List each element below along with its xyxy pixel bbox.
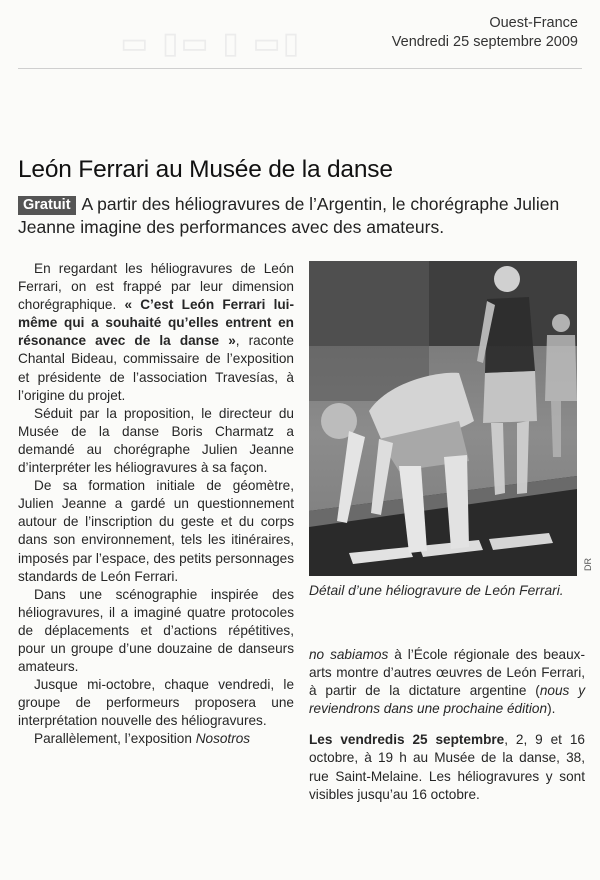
newspaper-name: Ouest-France xyxy=(489,15,578,31)
paragraph-text: ). xyxy=(547,701,556,717)
photo-caption: Détail d’une héliogravure de León Ferrari. xyxy=(309,583,564,598)
top-divider xyxy=(18,68,582,69)
exhibition-title: Nosotros xyxy=(195,731,251,747)
exhibition-title: no sabiamos xyxy=(309,647,389,662)
photo-credit: DR xyxy=(583,558,593,571)
masthead-watermark: ▭ ▯▭ ▯ ▭▯ xyxy=(120,26,302,61)
paragraph-text: En regardant les héliogravures de León Ferrari, on est frappé par leur dimension chorégraphique. xyxy=(18,261,294,313)
source-info xyxy=(392,14,578,52)
agenda-text: , 2, 9 et 16 octobre, à 19 h au Musée de la danse, 38, rue Saint-Melaine. Les héliogravures y sont visibles jusqu’au 16 octobre. xyxy=(309,732,585,802)
agenda-paragraph xyxy=(309,731,585,803)
paragraph: Dans une scénographie inspirée des héliogravures, il a imaginé quatre protocoles de déplacements et d’actions répétitives, pour un groupe d’une douzaine de danseurs amateurs. xyxy=(18,586,294,675)
paragraph-text: Parallèlement, l’exposition xyxy=(34,731,196,747)
column-left xyxy=(18,260,294,749)
dancers-photo-illustration xyxy=(309,261,577,576)
paragraph: Jusque mi-octobre, chaque vendredi, le groupe de performeurs proposera une interprétation nouvelle des héliogravures. xyxy=(18,677,294,729)
paragraph: De sa formation initiale de géomètre, Julien Jeanne a gardé un questionnement autour de l’inscription du geste et du corps dans son environnement, tels les itinéraires, imposés par l’espace, des petits personnages standards de León Ferrari. xyxy=(18,478,294,584)
paragraph: Séduit par la proposition, le directeur du Musée de la danse Boris Charmatz a demandé au chorégraphe Julien Jeanne d’interpréter les héliogravures à sa façon. xyxy=(18,405,294,476)
paragraph xyxy=(18,730,294,748)
article-lede xyxy=(18,193,578,239)
paragraph xyxy=(18,260,294,405)
paragraph-text: , raconte Chantal Bideau, commissaire de l’exposition et présidente de l’association Travesías, à l’origine du projet. xyxy=(18,333,294,403)
column-right xyxy=(309,646,585,804)
paragraph-text: à l’École régionale des beaux-arts montre d’autres œuvres de León Ferrari, à partir de la dictature argentine ( xyxy=(309,647,585,699)
quote: « C’est León Ferrari lui-même qui a souhaité qu’elles entrent en résonance avec de la danse » xyxy=(18,297,294,349)
free-tag: Gratuit xyxy=(18,196,76,215)
article-photo xyxy=(309,261,577,576)
paragraph xyxy=(309,646,585,718)
agenda-dates: Les vendredis 25 septembre xyxy=(309,732,505,748)
paragraph-italic: nous y reviendrons dans une prochaine édition xyxy=(309,683,585,717)
publication-date: Vendredi 25 septembre 2009 xyxy=(391,34,578,50)
article-headline: León Ferrari au Musée de la danse xyxy=(18,156,393,183)
lede-text: A partir des héliogravures de l’Argentin, le chorégraphe Julien Jeanne imagine des performances avec des amateurs. xyxy=(18,194,560,237)
